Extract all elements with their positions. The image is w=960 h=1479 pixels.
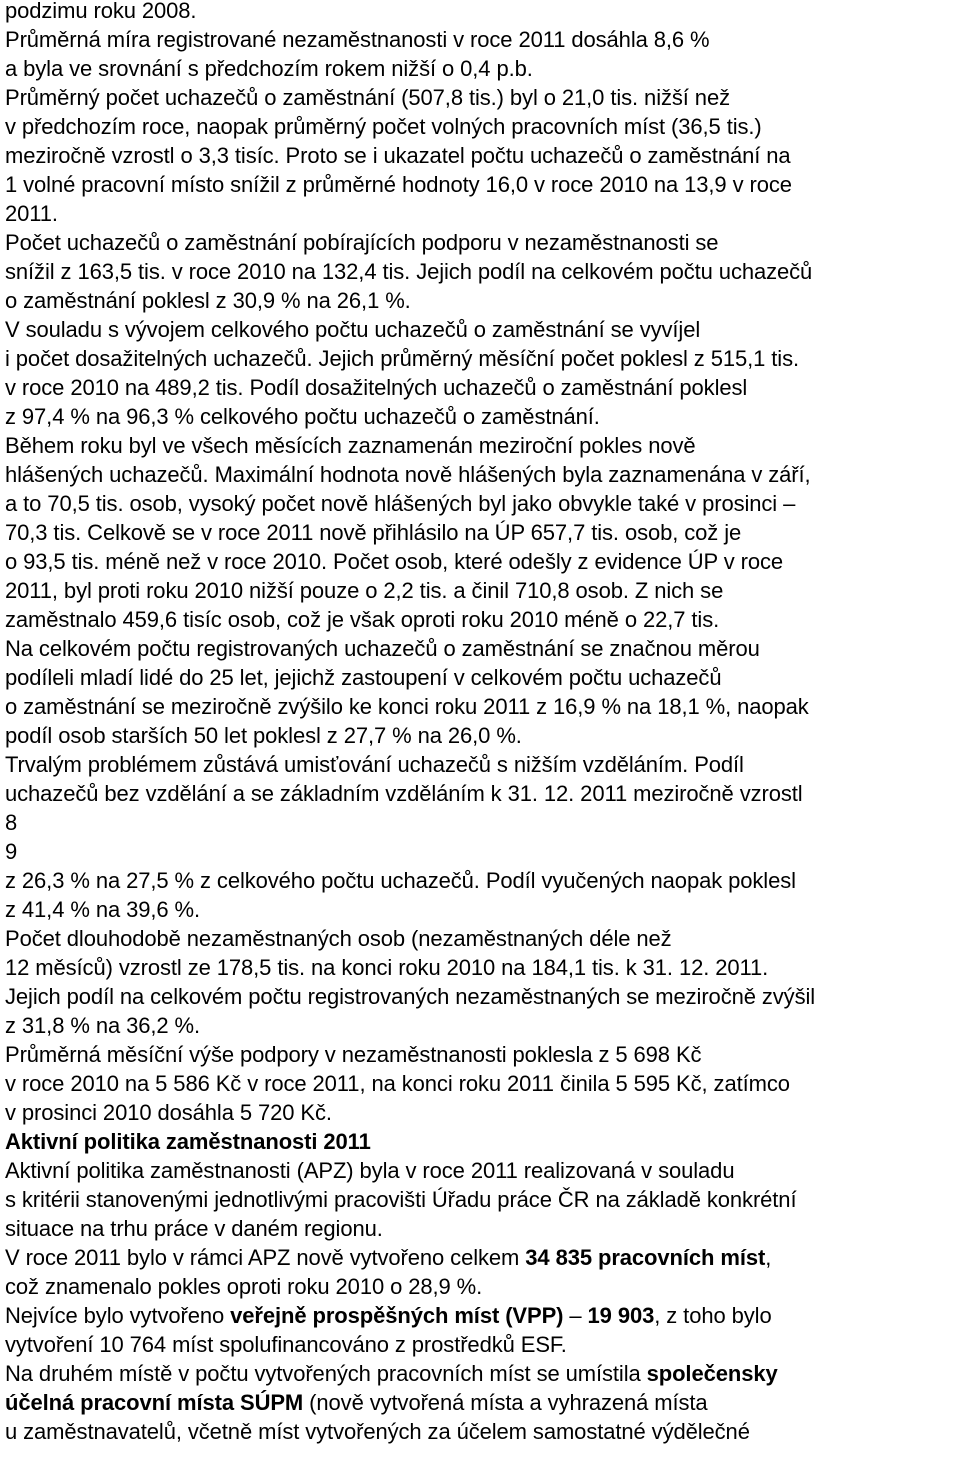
- text-segment: snížil z 163,5 tis. v roce 2010 na 132,4 tis. Jejich podíl na celkovém počtu uchazečů: [5, 259, 813, 284]
- text-line: [5, 1011, 955, 1040]
- text-segment: podzimu roku 2008.: [5, 0, 197, 23]
- text-line: [5, 1243, 955, 1272]
- text-segment: Na druhém místě v počtu vytvořených pracovních míst se umístila: [5, 1361, 647, 1386]
- text-segment: 12 měsíců) vzrostl ze 178,5 tis. na konci roku 2010 na 184,1 tis. k 31. 12. 2011.: [5, 955, 769, 980]
- text-line: [5, 54, 955, 83]
- bold-text: účelná pracovní místa SÚPM: [5, 1390, 304, 1415]
- text-segment: s kritérii stanovenými jednotlivými pracovišti Úřadu práce ČR na základě konkrétní: [5, 1187, 797, 1212]
- text-line: [5, 344, 955, 373]
- text-line: [5, 1417, 955, 1446]
- text-line: [5, 25, 955, 54]
- text-segment: v roce 2010 na 5 586 Kč v roce 2011, na konci roku 2011 činila 5 595 Kč, zatímco: [5, 1071, 790, 1096]
- text-segment: Počet dlouhodobě nezaměstnaných osob (nezaměstnaných déle než: [5, 926, 672, 951]
- text-line: [5, 141, 955, 170]
- bold-text: společensky: [646, 1361, 778, 1386]
- text-segment: podíleli mladí lidé do 25 let, jejichž zastoupení v celkovém počtu uchazečů: [5, 665, 722, 690]
- text-line: [5, 1156, 955, 1185]
- text-line: [5, 228, 955, 257]
- text-segment: (nově vytvořená místa a vyhrazená místa: [303, 1390, 708, 1415]
- text-segment: 8: [5, 810, 18, 835]
- text-line: [5, 1127, 955, 1156]
- text-segment: 1 volné pracovní místo snížil z průměrné hodnoty 16,0 v roce 2010 na 13,9 v roce: [5, 172, 792, 197]
- text-line: [5, 199, 955, 228]
- text-line: [5, 866, 955, 895]
- text-line: [5, 1214, 955, 1243]
- text-segment: Průměrná měsíční výše podpory v nezaměstnanosti poklesla z 5 698 Kč: [5, 1042, 702, 1067]
- text-line: [5, 1069, 955, 1098]
- text-segment: o 93,5 tis. méně než v roce 2010. Počet osob, které odešly z evidence ÚP v roce: [5, 549, 784, 574]
- text-segment: o zaměstnání se meziročně zvýšilo ke konci roku 2011 z 16,9 % na 18,1 %, naopak: [5, 694, 809, 719]
- text-line: [5, 779, 955, 808]
- text-segment: uchazečů bez vzdělání a se základním vzděláním k 31. 12. 2011 meziročně vzrostl: [5, 781, 803, 806]
- bold-text: 19 903: [587, 1303, 655, 1328]
- text-line: [5, 0, 955, 25]
- text-segment: z 97,4 % na 96,3 % celkového počtu uchazečů o zaměstnání.: [5, 404, 600, 429]
- text-segment: Průměrný počet uchazečů o zaměstnání (507,8 tis.) byl o 21,0 tis. nižší než: [5, 85, 730, 110]
- text-line: [5, 257, 955, 286]
- text-segment: zaměstnalo 459,6 tisíc osob, což je však oproti roku 2010 méně o 22,7 tis.: [5, 607, 720, 632]
- text-line: [5, 895, 955, 924]
- text-segment: –: [563, 1303, 588, 1328]
- text-segment: 2011.: [5, 201, 58, 226]
- text-segment: u zaměstnavatelů, včetně míst vytvořených za účelem samostatné výdělečné: [5, 1419, 750, 1444]
- text-line: [5, 1388, 955, 1417]
- text-segment: a to 70,5 tis. osob, vysoký počet nově hlášených byl jako obvykle také v prosinci –: [5, 491, 796, 516]
- text-segment: ,: [765, 1245, 772, 1270]
- text-segment: V roce 2011 bylo v rámci APZ nově vytvořeno celkem: [5, 1245, 526, 1270]
- text-line: [5, 286, 955, 315]
- text-segment: z 31,8 % na 36,2 %.: [5, 1013, 201, 1038]
- text-line: [5, 721, 955, 750]
- text-segment: vytvoření 10 764 míst spolufinancováno z prostředků ESF.: [5, 1332, 567, 1357]
- text-line: [5, 547, 955, 576]
- text-line: [5, 634, 955, 663]
- text-line: [5, 431, 955, 460]
- text-segment: Na celkovém počtu registrovaných uchazečů o zaměstnání se značnou měrou: [5, 636, 760, 661]
- text-line: [5, 1330, 955, 1359]
- text-segment: v předchozím roce, naopak průměrný počet volných pracovních míst (36,5 tis.): [5, 114, 762, 139]
- text-segment: Trvalým problémem zůstává umisťování uchazečů s nižším vzděláním. Podíl: [5, 752, 744, 777]
- text-line: [5, 1098, 955, 1127]
- text-line: [5, 750, 955, 779]
- text-segment: a byla ve srovnání s předchozím rokem nižší o 0,4 p.b.: [5, 56, 533, 81]
- text-segment: což znamenalo pokles oproti roku 2010 o 28,9 %.: [5, 1274, 483, 1299]
- text-line: [5, 1301, 955, 1330]
- text-line: [5, 112, 955, 141]
- text-segment: meziročně vzrostl o 3,3 tisíc. Proto se i ukazatel počtu uchazečů o zaměstnání na: [5, 143, 791, 168]
- bold-text: 34 835 pracovních míst: [525, 1245, 766, 1270]
- text-segment: , z toho bylo: [654, 1303, 772, 1328]
- text-line: [5, 460, 955, 489]
- text-line: [5, 489, 955, 518]
- text-segment: V souladu s vývojem celkového počtu uchazečů o zaměstnání se vyvíjel: [5, 317, 701, 342]
- text-line: [5, 1359, 955, 1388]
- bold-text: Aktivní politika zaměstnanosti 2011: [5, 1129, 371, 1154]
- text-segment: Průměrná míra registrované nezaměstnanosti v roce 2011 dosáhla 8,6 %: [5, 27, 710, 52]
- text-line: [5, 837, 955, 866]
- text-segment: Jejich podíl na celkovém počtu registrovaných nezaměstnaných se meziročně zvýšil: [5, 984, 816, 1009]
- text-line: [5, 518, 955, 547]
- text-line: [5, 402, 955, 431]
- text-line: [5, 315, 955, 344]
- text-segment: z 41,4 % na 39,6 %.: [5, 897, 201, 922]
- text-line: [5, 170, 955, 199]
- text-line: [5, 1272, 955, 1301]
- text-line: [5, 692, 955, 721]
- text-line: [5, 953, 955, 982]
- text-line: [5, 982, 955, 1011]
- text-segment: o zaměstnání poklesl z 30,9 % na 26,1 %.: [5, 288, 411, 313]
- text-segment: z 26,3 % na 27,5 % z celkového počtu uchazečů. Podíl vyučených naopak poklesl: [5, 868, 796, 893]
- text-segment: 2011, byl proti roku 2010 nižší pouze o 2,2 tis. a činil 710,8 osob. Z nich se: [5, 578, 724, 603]
- bold-text: veřejně prospěšných míst (VPP): [230, 1303, 564, 1328]
- text-segment: situace na trhu práce v daném regionu.: [5, 1216, 383, 1241]
- text-line: [5, 808, 955, 837]
- text-segment: Aktivní politika zaměstnanosti (APZ) byla v roce 2011 realizovaná v souladu: [5, 1158, 735, 1183]
- text-segment: Počet uchazečů o zaměstnání pobírajících podporu v nezaměstnanosti se: [5, 230, 719, 255]
- text-line: [5, 1040, 955, 1069]
- text-segment: Během roku byl ve všech měsících zaznamenán meziroční pokles nově: [5, 433, 696, 458]
- text-line: [5, 663, 955, 692]
- text-segment: v roce 2010 na 489,2 tis. Podíl dosažitelných uchazečů o zaměstnání poklesl: [5, 375, 748, 400]
- text-segment: i počet dosažitelných uchazečů. Jejich průměrný měsíční počet poklesl z 515,1 tis.: [5, 346, 799, 371]
- text-line: [5, 576, 955, 605]
- text-line: [5, 83, 955, 112]
- text-segment: podíl osob starších 50 let poklesl z 27,7 % na 26,0 %.: [5, 723, 522, 748]
- document-page: [5, 0, 955, 1446]
- text-segment: 70,3 tis. Celkově se v roce 2011 nově přihlásilo na ÚP 657,7 tis. osob, což je: [5, 520, 742, 545]
- text-segment: v prosinci 2010 dosáhla 5 720 Kč.: [5, 1100, 332, 1125]
- text-segment: 9: [5, 839, 18, 864]
- text-line: [5, 373, 955, 402]
- text-line: [5, 924, 955, 953]
- text-segment: hlášených uchazečů. Maximální hodnota nově hlášených byla zaznamenána v září,: [5, 462, 811, 487]
- text-segment: Nejvíce bylo vytvořeno: [5, 1303, 231, 1328]
- text-line: [5, 1185, 955, 1214]
- text-line: [5, 605, 955, 634]
